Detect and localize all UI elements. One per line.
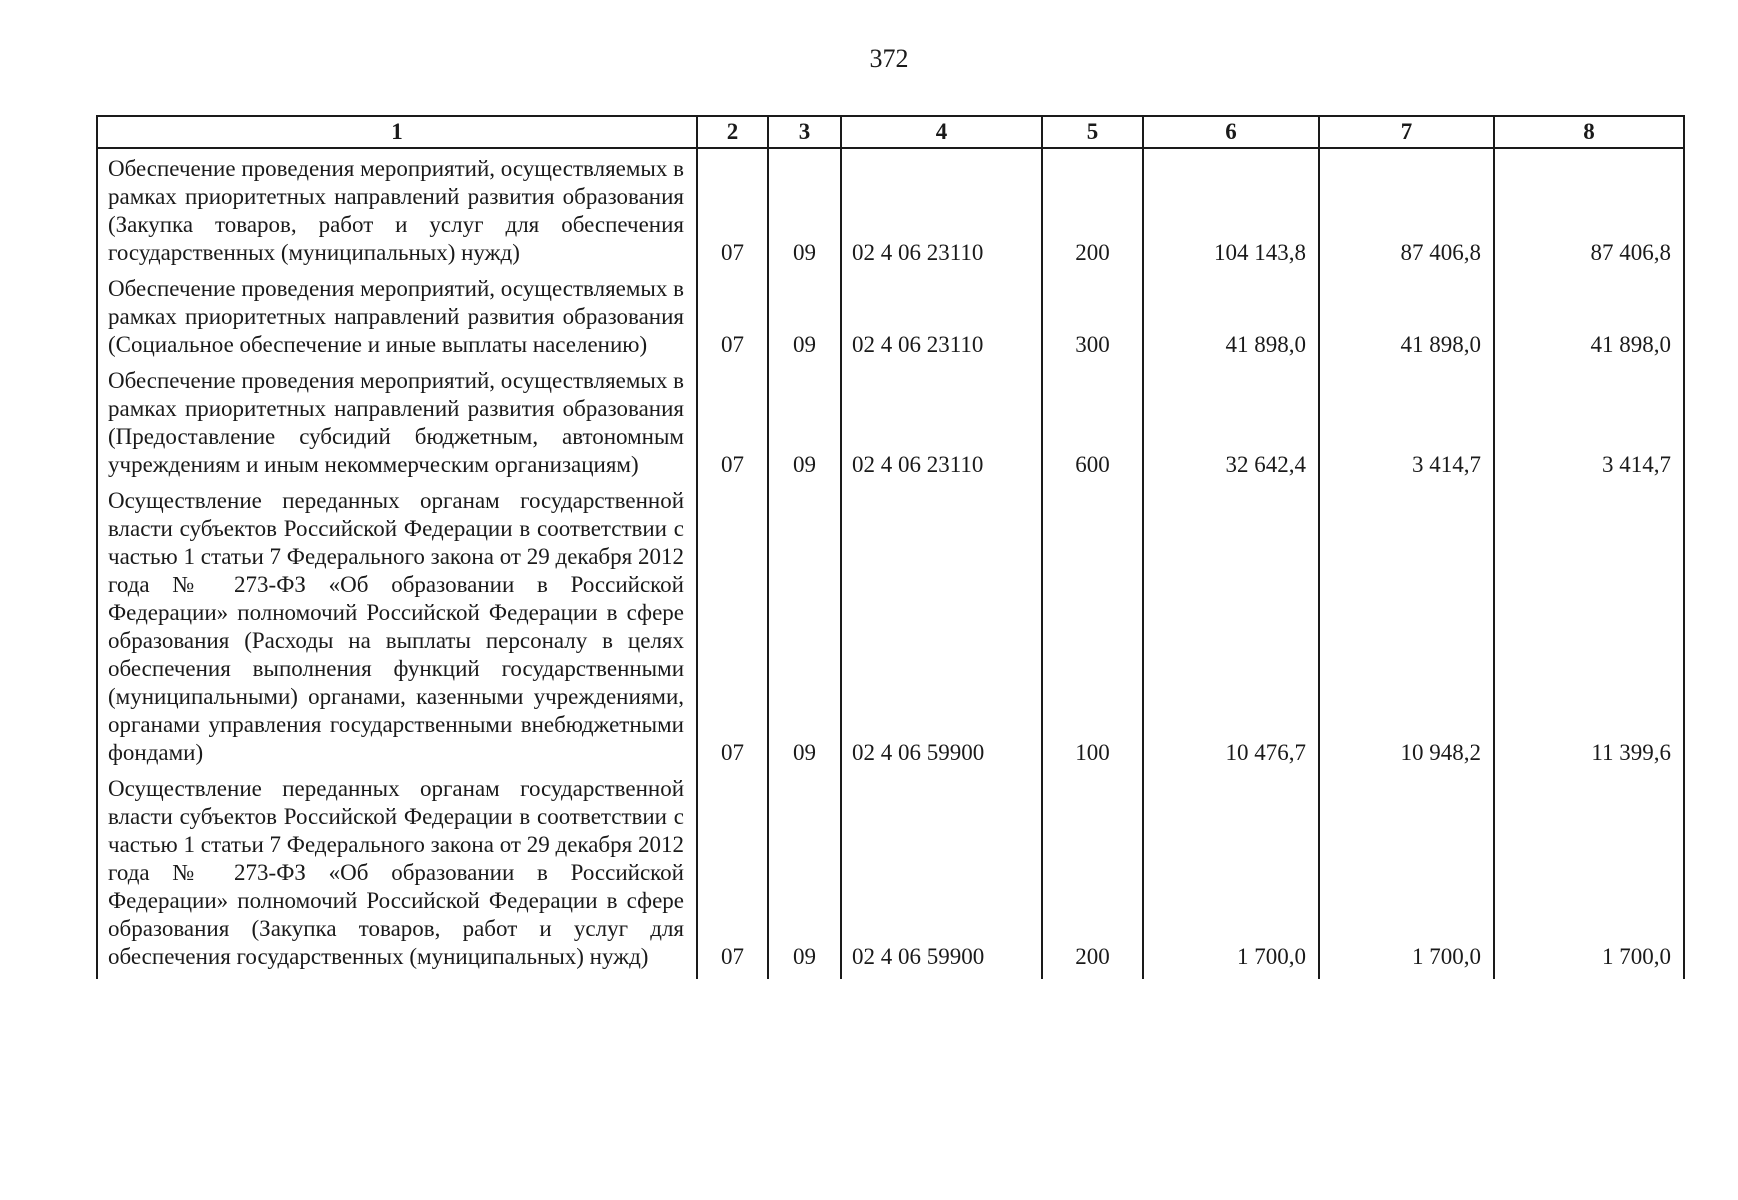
row-section-code: 07	[697, 275, 768, 367]
row-amount-col8: 87 406,8	[1494, 148, 1684, 275]
row-subsection-code: 09	[768, 775, 841, 979]
row-amount-col8: 1 700,0	[1494, 775, 1684, 979]
row-amount-col6: 1 700,0	[1143, 775, 1319, 979]
table-body	[97, 148, 1684, 979]
row-amount-col7: 1 700,0	[1319, 775, 1494, 979]
column-header-4: 4	[841, 116, 1042, 148]
row-amount-col6: 32 642,4	[1143, 367, 1319, 487]
row-section-code: 07	[697, 775, 768, 979]
budget-table	[96, 115, 1685, 979]
row-subsection-code: 09	[768, 275, 841, 367]
table-row	[97, 275, 1684, 367]
row-section-code: 07	[697, 487, 768, 775]
row-expense-type-code: 200	[1042, 148, 1143, 275]
row-amount-col8: 11 399,6	[1494, 487, 1684, 775]
row-expense-type-code: 300	[1042, 275, 1143, 367]
row-expense-type-code: 200	[1042, 775, 1143, 979]
row-amount-col7: 87 406,8	[1319, 148, 1494, 275]
header-row	[97, 116, 1684, 148]
row-target-article-code: 02 4 06 59900	[841, 775, 1042, 979]
row-target-article-code: 02 4 06 23110	[841, 275, 1042, 367]
row-amount-col6: 10 476,7	[1143, 487, 1319, 775]
row-subsection-code: 09	[768, 367, 841, 487]
table-row	[97, 148, 1684, 275]
row-description: Осуществление переданных органам государственной власти субъектов Российской Федерации в соответствии с частью 1 статьи 7 Федерального закона от 29 декабря 2012 года № 273-ФЗ «Об образовании в Российской Федерации» полномочий Российской Федерации в сфере образования (Расходы на выплаты персоналу в целях обеспечения выполнения функций государственными (муниципальными) органами, казенными учреждениями, органами управления государственными внебюджетными фондами)	[97, 487, 697, 775]
table-row	[97, 775, 1684, 979]
page-number: 372	[869, 44, 909, 73]
row-subsection-code: 09	[768, 148, 841, 275]
row-amount-col8: 41 898,0	[1494, 275, 1684, 367]
column-header-1: 1	[97, 116, 697, 148]
row-amount-col6: 41 898,0	[1143, 275, 1319, 367]
row-amount-col8: 3 414,7	[1494, 367, 1684, 487]
row-amount-col7: 3 414,7	[1319, 367, 1494, 487]
row-expense-type-code: 600	[1042, 367, 1143, 487]
row-subsection-code: 09	[768, 487, 841, 775]
row-section-code: 07	[697, 367, 768, 487]
row-section-code: 07	[697, 148, 768, 275]
column-header-3: 3	[768, 116, 841, 148]
row-description: Обеспечение проведения мероприятий, осуществляемых в рамках приоритетных направлений развития образования (Предоставление субсидий бюджетным, автономным учреждениям и иным некоммерческим организациям)	[97, 367, 697, 487]
row-expense-type-code: 100	[1042, 487, 1143, 775]
row-target-article-code: 02 4 06 23110	[841, 367, 1042, 487]
row-amount-col7: 41 898,0	[1319, 275, 1494, 367]
row-amount-col6: 104 143,8	[1143, 148, 1319, 275]
column-header-6: 6	[1143, 116, 1319, 148]
column-header-5: 5	[1042, 116, 1143, 148]
column-header-7: 7	[1319, 116, 1494, 148]
table-row	[97, 487, 1684, 775]
row-description: Обеспечение проведения мероприятий, осуществляемых в рамках приоритетных направлений развития образования (Закупка товаров, работ и услуг для обеспечения государственных (муниципальных) нужд)	[97, 148, 697, 275]
row-target-article-code: 02 4 06 59900	[841, 487, 1042, 775]
table-row	[97, 367, 1684, 487]
table-header	[97, 116, 1684, 148]
row-description: Осуществление переданных органам государственной власти субъектов Российской Федерации в соответствии с частью 1 статьи 7 Федерального закона от 29 декабря 2012 года № 273-ФЗ «Об образовании в Российской Федерации» полномочий Российской Федерации в сфере образования (Закупка товаров, работ и услуг для обеспечения государственных (муниципальных) нужд)	[97, 775, 697, 979]
row-amount-col7: 10 948,2	[1319, 487, 1494, 775]
row-target-article-code: 02 4 06 23110	[841, 148, 1042, 275]
row-description: Обеспечение проведения мероприятий, осуществляемых в рамках приоритетных направлений развития образования (Социальное обеспечение и иные выплаты населению)	[97, 275, 697, 367]
column-header-2: 2	[697, 116, 768, 148]
column-header-8: 8	[1494, 116, 1684, 148]
